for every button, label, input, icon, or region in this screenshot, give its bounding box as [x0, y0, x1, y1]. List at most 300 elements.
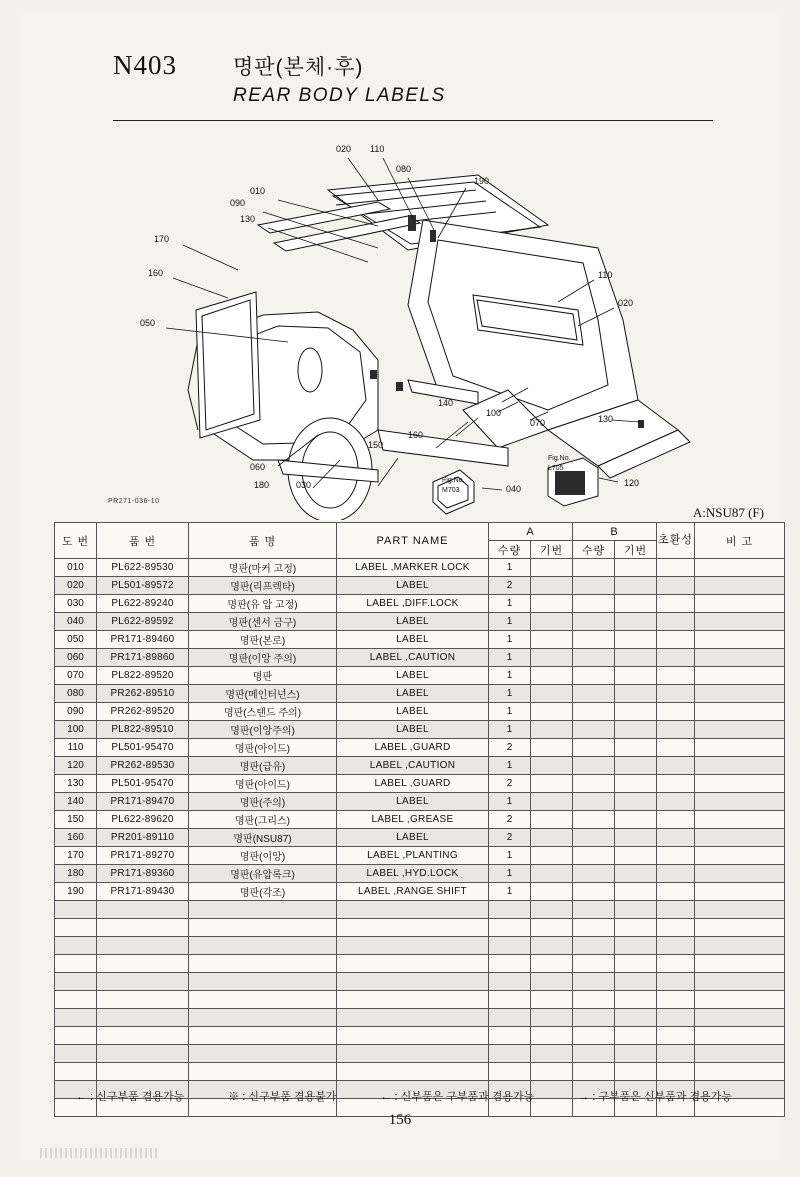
cell-rem [695, 847, 785, 865]
cell-empty [55, 1063, 97, 1081]
cell-kor: 명판(본로) [189, 631, 337, 649]
cell-qb [573, 649, 615, 667]
th-group-a: A [489, 523, 573, 541]
svg-text:M703: M703 [442, 487, 460, 494]
svg-text:Fig.No.: Fig.No. [548, 455, 571, 462]
cell-ic [657, 793, 695, 811]
svg-text:120: 120 [624, 478, 640, 488]
cell-empty [337, 919, 489, 937]
cell-pumbun: PL501-89572 [97, 577, 189, 595]
svg-text:190: 190 [474, 176, 490, 186]
cell-qa: 1 [489, 631, 531, 649]
cell-ic [657, 883, 695, 901]
cell-eng: LABEL [337, 667, 489, 685]
svg-text:180: 180 [254, 480, 270, 490]
cell-empty [531, 919, 573, 937]
svg-text:090: 090 [230, 198, 246, 208]
cell-empty [657, 919, 695, 937]
cell-empty [337, 937, 489, 955]
cell-dobun: 100 [55, 721, 97, 739]
cell-eng: LABEL [337, 721, 489, 739]
cell-kor: 명판(스탠드 주의) [189, 703, 337, 721]
table-row[interactable] [55, 829, 785, 847]
th-part-name: PART NAME [337, 523, 489, 559]
cell-pumbun: PR201-89110 [97, 829, 189, 847]
cell-dobun: 130 [55, 775, 97, 793]
cell-ga [531, 721, 573, 739]
cell-empty [615, 1027, 657, 1045]
cell-empty [189, 1009, 337, 1027]
cell-empty [489, 1027, 531, 1045]
cell-rem [695, 811, 785, 829]
cell-kor: 명판(주의) [189, 793, 337, 811]
table-row[interactable] [55, 703, 785, 721]
cell-ic [657, 649, 695, 667]
cell-qb [573, 775, 615, 793]
cell-rem [695, 631, 785, 649]
cell-empty [55, 955, 97, 973]
page-sheet [18, 10, 782, 1160]
cell-empty [573, 973, 615, 991]
cell-kor: 명판(메인터넌스) [189, 685, 337, 703]
cell-ic [657, 703, 695, 721]
cell-pumbun: PR262-89530 [97, 757, 189, 775]
cell-qb [573, 721, 615, 739]
cell-empty [55, 991, 97, 1009]
cell-qa: 1 [489, 595, 531, 613]
cell-rem [695, 703, 785, 721]
svg-text:040: 040 [506, 484, 522, 494]
cell-pumbun: PL622-89592 [97, 613, 189, 631]
cell-empty [531, 1027, 573, 1045]
table-row[interactable] [55, 811, 785, 829]
cell-empty [97, 919, 189, 937]
cell-empty [531, 973, 573, 991]
cell-empty [97, 901, 189, 919]
table-row-empty [55, 1009, 785, 1027]
cell-qa: 1 [489, 847, 531, 865]
svg-text:080: 080 [396, 164, 412, 174]
table-row[interactable] [55, 631, 785, 649]
cell-pumbun: PR262-89520 [97, 703, 189, 721]
cell-eng: LABEL ,GREASE [337, 811, 489, 829]
th-qty-b: 수량 [573, 541, 615, 559]
cell-ic [657, 685, 695, 703]
cell-qb [573, 577, 615, 595]
cell-empty [489, 973, 531, 991]
cell-qa: 2 [489, 577, 531, 595]
legend-item-2: ← : 신부품은 구부품과 겸용가능 [380, 1091, 535, 1103]
cell-qb [573, 703, 615, 721]
cell-empty [189, 955, 337, 973]
cell-eng: LABEL ,HYD.LOCK [337, 865, 489, 883]
table-row[interactable] [55, 847, 785, 865]
cell-qb [573, 739, 615, 757]
th-group-b: B [573, 523, 657, 541]
cell-qb [573, 559, 615, 577]
cell-gb [615, 577, 657, 595]
cell-kor: 명판(그리스) [189, 811, 337, 829]
cell-pumbun: PL822-89520 [97, 667, 189, 685]
cell-empty [695, 1045, 785, 1063]
cell-empty [573, 955, 615, 973]
cell-ga [531, 667, 573, 685]
exploded-diagram [78, 130, 738, 520]
cell-pumbun: PR171-89270 [97, 847, 189, 865]
cell-empty [189, 919, 337, 937]
svg-text:130: 130 [598, 414, 614, 424]
cell-empty [615, 919, 657, 937]
cell-empty [573, 919, 615, 937]
cell-kor: 명판(마커 고정) [189, 559, 337, 577]
cell-empty [489, 919, 531, 937]
cell-ga [531, 811, 573, 829]
cell-qa: 2 [489, 775, 531, 793]
table-row[interactable] [55, 865, 785, 883]
cell-empty [531, 1009, 573, 1027]
cell-eng: LABEL ,GUARD [337, 775, 489, 793]
table-row[interactable] [55, 739, 785, 757]
cell-gb [615, 829, 657, 847]
th-remarks: 비 고 [695, 523, 785, 559]
cell-dobun: 030 [55, 595, 97, 613]
cell-rem [695, 775, 785, 793]
cell-empty [55, 1027, 97, 1045]
cell-empty [657, 937, 695, 955]
cell-empty [695, 901, 785, 919]
cell-kor: 명판(이앙 주의) [189, 649, 337, 667]
table-row[interactable] [55, 649, 785, 667]
cell-empty [189, 973, 337, 991]
cell-rem [695, 649, 785, 667]
cell-empty [573, 937, 615, 955]
cell-gb [615, 559, 657, 577]
cell-empty [657, 973, 695, 991]
cell-qb [573, 829, 615, 847]
cell-gb [615, 685, 657, 703]
cell-gb [615, 757, 657, 775]
cell-ga [531, 739, 573, 757]
cell-qb [573, 865, 615, 883]
cell-ic [657, 577, 695, 595]
cell-empty [189, 937, 337, 955]
cell-qa: 1 [489, 793, 531, 811]
cell-empty [573, 901, 615, 919]
cell-dobun: 160 [55, 829, 97, 847]
cell-dobun: 170 [55, 847, 97, 865]
cell-qb [573, 757, 615, 775]
cell-rem [695, 757, 785, 775]
svg-text:130: 130 [240, 214, 256, 224]
cell-ga [531, 847, 573, 865]
table-row[interactable] [55, 721, 785, 739]
cell-qa: 1 [489, 649, 531, 667]
cell-empty [97, 991, 189, 1009]
table-row[interactable] [55, 667, 785, 685]
cell-eng: LABEL ,CAUTION [337, 649, 489, 667]
cell-rem [695, 793, 785, 811]
cell-qb [573, 883, 615, 901]
svg-text:140: 140 [438, 398, 454, 408]
cell-gb [615, 631, 657, 649]
cell-empty [531, 1063, 573, 1081]
th-pumbun: 품 번 [97, 523, 189, 559]
cell-qa: 1 [489, 613, 531, 631]
cell-empty [531, 955, 573, 973]
cell-empty [189, 1063, 337, 1081]
cell-empty [531, 991, 573, 1009]
svg-text:060: 060 [250, 462, 266, 472]
cell-gb [615, 649, 657, 667]
table-row[interactable] [55, 757, 785, 775]
diagram-svg [78, 130, 738, 520]
cell-ga [531, 631, 573, 649]
cell-qb [573, 847, 615, 865]
cell-empty [573, 1027, 615, 1045]
cell-qb [573, 811, 615, 829]
cell-ga [531, 829, 573, 847]
cell-kor: 명판 [189, 667, 337, 685]
cell-qa: 2 [489, 739, 531, 757]
section-title-korean: 명판(본체·후) [233, 56, 364, 79]
cell-gb [615, 667, 657, 685]
legend [54, 1088, 754, 1104]
cell-empty [97, 937, 189, 955]
svg-text:L705: L705 [548, 465, 564, 472]
cell-ic [657, 829, 695, 847]
cell-qb [573, 793, 615, 811]
table-row-empty [55, 991, 785, 1009]
cell-ic [657, 811, 695, 829]
cell-rem [695, 883, 785, 901]
cell-eng: LABEL [337, 631, 489, 649]
cell-empty [489, 955, 531, 973]
cell-empty [531, 937, 573, 955]
cell-empty [573, 1063, 615, 1081]
cell-empty [657, 955, 695, 973]
cell-empty [657, 901, 695, 919]
cell-gb [615, 721, 657, 739]
cell-qa: 1 [489, 667, 531, 685]
cell-rem [695, 721, 785, 739]
cell-kor: 명판(아이드) [189, 739, 337, 757]
svg-text:010: 010 [250, 186, 266, 196]
cell-empty [189, 1027, 337, 1045]
cell-empty [55, 1009, 97, 1027]
cell-dobun: 190 [55, 883, 97, 901]
cell-qa: 1 [489, 883, 531, 901]
cell-qa: 1 [489, 721, 531, 739]
table-row[interactable] [55, 775, 785, 793]
cell-qb [573, 631, 615, 649]
cell-ic [657, 631, 695, 649]
svg-text:020: 020 [618, 298, 634, 308]
page-header [113, 50, 713, 107]
cell-dobun: 180 [55, 865, 97, 883]
table-row[interactable] [55, 559, 785, 577]
cell-empty [97, 955, 189, 973]
cell-ic [657, 613, 695, 631]
cell-pumbun: PR171-89860 [97, 649, 189, 667]
cell-ic [657, 559, 695, 577]
cell-rem [695, 739, 785, 757]
cell-empty [97, 1063, 189, 1081]
table-row[interactable] [55, 613, 785, 631]
cell-gb [615, 703, 657, 721]
cell-empty [657, 1045, 695, 1063]
cell-empty [55, 919, 97, 937]
cell-empty [657, 1027, 695, 1045]
cell-empty [337, 1027, 489, 1045]
cell-empty [615, 1045, 657, 1063]
cell-empty [615, 955, 657, 973]
cell-dobun: 020 [55, 577, 97, 595]
legend-item-1: ※ : 신구부품 겸용불가 [228, 1091, 337, 1103]
cell-kor: 명판(이앙주의) [189, 721, 337, 739]
cell-ga [531, 577, 573, 595]
table-row[interactable] [55, 595, 785, 613]
th-interchange: 초환성 [657, 523, 695, 559]
cell-empty [489, 901, 531, 919]
cell-ic [657, 721, 695, 739]
cell-dobun: 050 [55, 631, 97, 649]
cell-empty [531, 901, 573, 919]
cell-gb [615, 595, 657, 613]
cell-empty [573, 991, 615, 1009]
cell-qa: 2 [489, 811, 531, 829]
header-divider [113, 120, 713, 121]
cell-dobun: 090 [55, 703, 97, 721]
cell-gb [615, 865, 657, 883]
cell-empty [695, 973, 785, 991]
svg-text:030: 030 [296, 480, 312, 490]
cell-dobun: 120 [55, 757, 97, 775]
cell-rem [695, 613, 785, 631]
cell-empty [189, 991, 337, 1009]
cell-ic [657, 667, 695, 685]
cell-eng: LABEL [337, 577, 489, 595]
table-row-empty [55, 901, 785, 919]
table-row-empty [55, 1045, 785, 1063]
cell-ga [531, 757, 573, 775]
cell-ga [531, 613, 573, 631]
cell-rem [695, 685, 785, 703]
cell-empty [97, 1027, 189, 1045]
svg-text:070: 070 [530, 418, 546, 428]
cell-kor: 명판(각조) [189, 883, 337, 901]
cell-qb [573, 667, 615, 685]
svg-text:Fig.No.: Fig.No. [442, 477, 465, 484]
cell-kor: 명판(아이드) [189, 775, 337, 793]
cell-qa: 1 [489, 703, 531, 721]
cell-empty [337, 955, 489, 973]
cell-empty [695, 1063, 785, 1081]
cell-eng: LABEL ,MARKER LOCK [337, 559, 489, 577]
cell-ic [657, 865, 695, 883]
cell-empty [337, 1009, 489, 1027]
cell-kor: 명판(유 압 고정) [189, 595, 337, 613]
cell-empty [337, 901, 489, 919]
cell-empty [695, 955, 785, 973]
cell-ga [531, 649, 573, 667]
cell-qa: 1 [489, 757, 531, 775]
table-row-empty [55, 937, 785, 955]
cell-empty [615, 937, 657, 955]
cell-dobun: 010 [55, 559, 97, 577]
table-row[interactable] [55, 883, 785, 901]
cell-empty [337, 991, 489, 1009]
cell-empty [489, 1063, 531, 1081]
cell-empty [55, 973, 97, 991]
cell-empty [615, 973, 657, 991]
cell-ic [657, 775, 695, 793]
cell-empty [573, 1045, 615, 1063]
cell-empty [531, 1045, 573, 1063]
cell-pumbun: PR171-89430 [97, 883, 189, 901]
cell-eng: LABEL [337, 703, 489, 721]
cell-empty [695, 1027, 785, 1045]
svg-text:020: 020 [336, 144, 352, 154]
cell-kor: 명판(급유) [189, 757, 337, 775]
cell-empty [615, 1009, 657, 1027]
th-dobun: 도 번 [55, 523, 97, 559]
cell-empty [489, 937, 531, 955]
cell-empty [489, 1045, 531, 1063]
cell-eng: LABEL [337, 829, 489, 847]
cell-gb [615, 613, 657, 631]
cell-empty [55, 901, 97, 919]
cell-empty [657, 1063, 695, 1081]
cell-eng: LABEL [337, 685, 489, 703]
cell-eng: LABEL ,GUARD [337, 739, 489, 757]
table-row[interactable] [55, 685, 785, 703]
parts-table [54, 522, 785, 1117]
table-row[interactable] [55, 577, 785, 595]
cell-empty [573, 1009, 615, 1027]
cell-empty [695, 937, 785, 955]
cell-pumbun: PR262-89510 [97, 685, 189, 703]
cell-empty [337, 1045, 489, 1063]
svg-text:150: 150 [368, 440, 384, 450]
table-row-empty [55, 955, 785, 973]
cell-dobun: 070 [55, 667, 97, 685]
cell-empty [695, 1009, 785, 1027]
section-code: N403 [113, 50, 177, 80]
cell-empty [489, 991, 531, 1009]
cell-pumbun: PL622-89620 [97, 811, 189, 829]
svg-text:110: 110 [370, 144, 385, 154]
cell-gb [615, 847, 657, 865]
cell-eng: LABEL ,DIFF.LOCK [337, 595, 489, 613]
cell-qb [573, 685, 615, 703]
cell-gb [615, 775, 657, 793]
cell-empty [189, 1045, 337, 1063]
cell-empty [97, 1045, 189, 1063]
cell-qa: 2 [489, 829, 531, 847]
drawing-code: PR271-036-10 [108, 498, 160, 505]
cell-rem [695, 865, 785, 883]
cell-empty [615, 901, 657, 919]
svg-text:100: 100 [486, 408, 502, 418]
cell-kor: 명판(유압록크) [189, 865, 337, 883]
cell-ga [531, 883, 573, 901]
cell-empty [615, 1063, 657, 1081]
table-row[interactable] [55, 793, 785, 811]
cell-rem [695, 559, 785, 577]
section-title-english: REAR BODY LABELS [233, 85, 446, 106]
svg-text:160: 160 [408, 430, 424, 440]
cell-kor: 명판(NSU87) [189, 829, 337, 847]
